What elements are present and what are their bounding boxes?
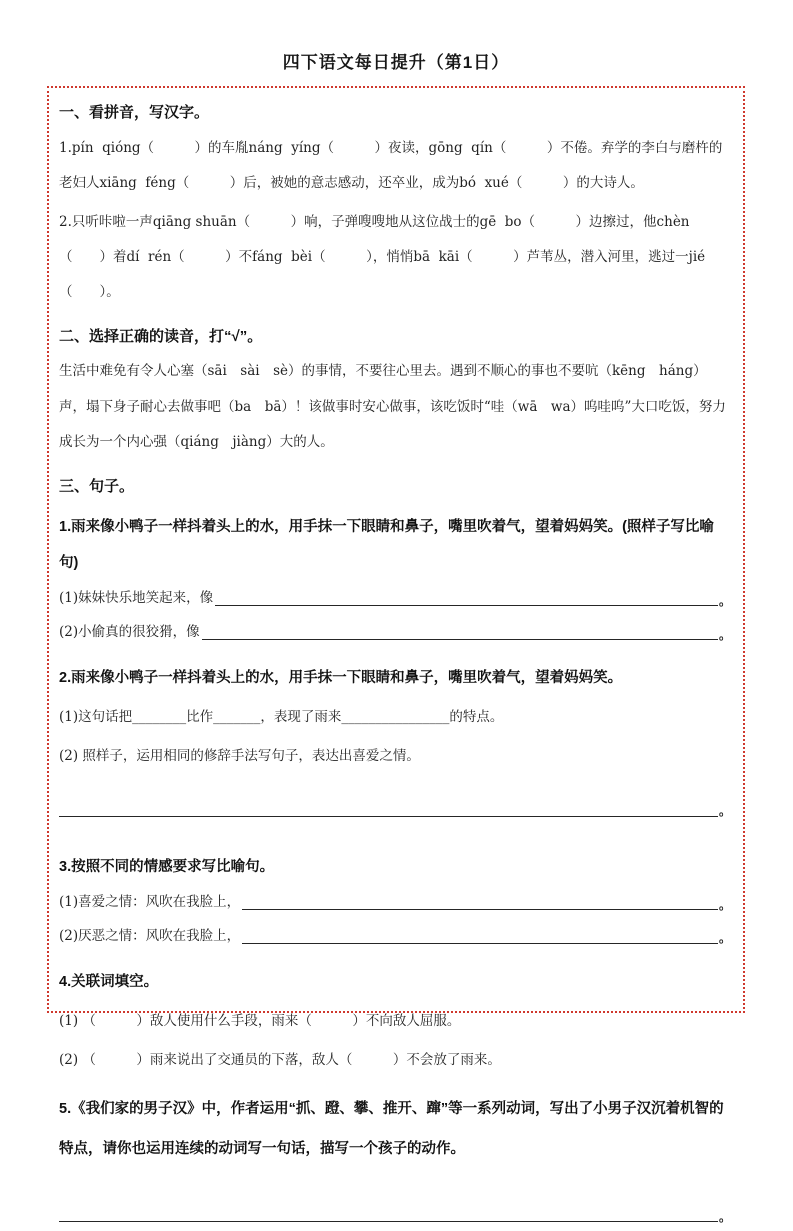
question-4-sub-1: (1) （ ）敌人使用什么手段，雨来（ ）不向敌人屈服。 xyxy=(59,1013,461,1030)
blank-suffix: 。 xyxy=(718,1210,731,1225)
section-1-question-1: 1.pín qióng（ ）的车胤náng yíng（ ）夜读，gōng qín（ ）不倦。弃学的李白与磨杵的老妇人xiāng féng（ ）后，被她的意志感动，还卒业，成为bó xué（ ）的大诗人。 xyxy=(59,139,723,191)
blank-prefix: (2)小偷真的很狡猾，像 xyxy=(59,624,200,640)
blank-suffix: 。 xyxy=(718,593,731,608)
section-2-body: 生活中难免有令人心塞（sāi sài sè）的事情，不要往心里去。遇到不顺心的事也不要吭（kēng háng）声，塌下身子耐心去做事吧（ba bā）！该做事时安心做事，该吃饭时“哇（wā wa）呜哇呜”大口吃饭，努力成长为一个内心强（qiáng jiàng）大的人。 xyxy=(59,363,726,450)
answer-blank-row-full xyxy=(59,797,731,825)
question-5-head: 5.《我们家的男子汉》中，作者运用“抓、蹬、攀、推开、蹿”等一系列动词，写出了小男子汉沉着机智的特点，请你也运用连续的动词写一句话，描写一个孩子的动作。 xyxy=(59,1101,724,1158)
section-3-heading: 三、句子。 xyxy=(59,477,135,495)
answer-blank-row xyxy=(59,921,731,953)
blank-suffix: 。 xyxy=(718,627,731,642)
answer-blank-row-full xyxy=(59,1203,731,1231)
question-4-sub-2: (2) （ ）雨来说出了交通员的下落，敌人（ ）不会放了雨来。 xyxy=(59,1052,501,1069)
question-2-sub-2: (2) 照样子，运用相同的修辞手法写句子，表达出喜爱之情。 xyxy=(59,748,420,765)
question-1-head: 1.雨来像小鸭子一样抖着头上的水，用手抹一下眼睛和鼻子，嘴里吹着气，望着妈妈笑。(照样子写比喻句) xyxy=(59,519,714,571)
answer-line xyxy=(215,592,718,607)
section-2-heading: 二、选择正确的读音，打“√”。 xyxy=(59,327,263,345)
answer-blank-row xyxy=(59,583,731,615)
blank-suffix: 。 xyxy=(718,897,731,912)
section-1-heading: 一、看拼音，写汉字。 xyxy=(59,104,210,121)
blank-prefix: (1)妹妹快乐地笑起来，像 xyxy=(59,590,214,607)
question-2-head: 2.雨来像小鸭子一样抖着头上的水，用手抹一下眼睛和鼻子，嘴里吹着气，望着妈妈笑。 xyxy=(59,669,623,686)
question-3-head: 3.按照不同的情感要求写比喻句。 xyxy=(59,858,275,875)
answer-line xyxy=(59,1208,718,1223)
answer-line xyxy=(242,929,718,944)
question-2-sub-1: (1)这句话把________比作_______，表现了雨来________________的特点。 xyxy=(59,709,504,726)
section-1-question-2: 2.只听咔啦一声qiāng shuān（ ）响，子弹嗖嗖地从这位战士的gē bo（ ）边擦过，他chèn（ ）着dí rén（ ）不fáng bèi（ ），悄悄bā kāi（ ）芦苇丛，潜入河里，逃过一jié（ ）。 xyxy=(59,213,706,300)
blank-prefix: (2)厌恶之情：风吹在我脸上， xyxy=(59,927,241,944)
answer-line xyxy=(242,895,718,910)
answer-blank-row xyxy=(59,617,731,649)
blank-suffix: 。 xyxy=(718,931,731,946)
blank-prefix: (1)喜爱之情：风吹在我脸上， xyxy=(59,894,241,911)
question-4-head: 4.关联词填空。 xyxy=(59,973,159,990)
blank-suffix: 。 xyxy=(718,804,731,819)
answer-line xyxy=(202,625,718,640)
answer-line xyxy=(59,802,718,817)
worksheet-border-box xyxy=(47,86,745,1225)
page-title: 四下语文每日提升（第1日） xyxy=(282,53,510,72)
answer-blank-row xyxy=(59,887,731,919)
